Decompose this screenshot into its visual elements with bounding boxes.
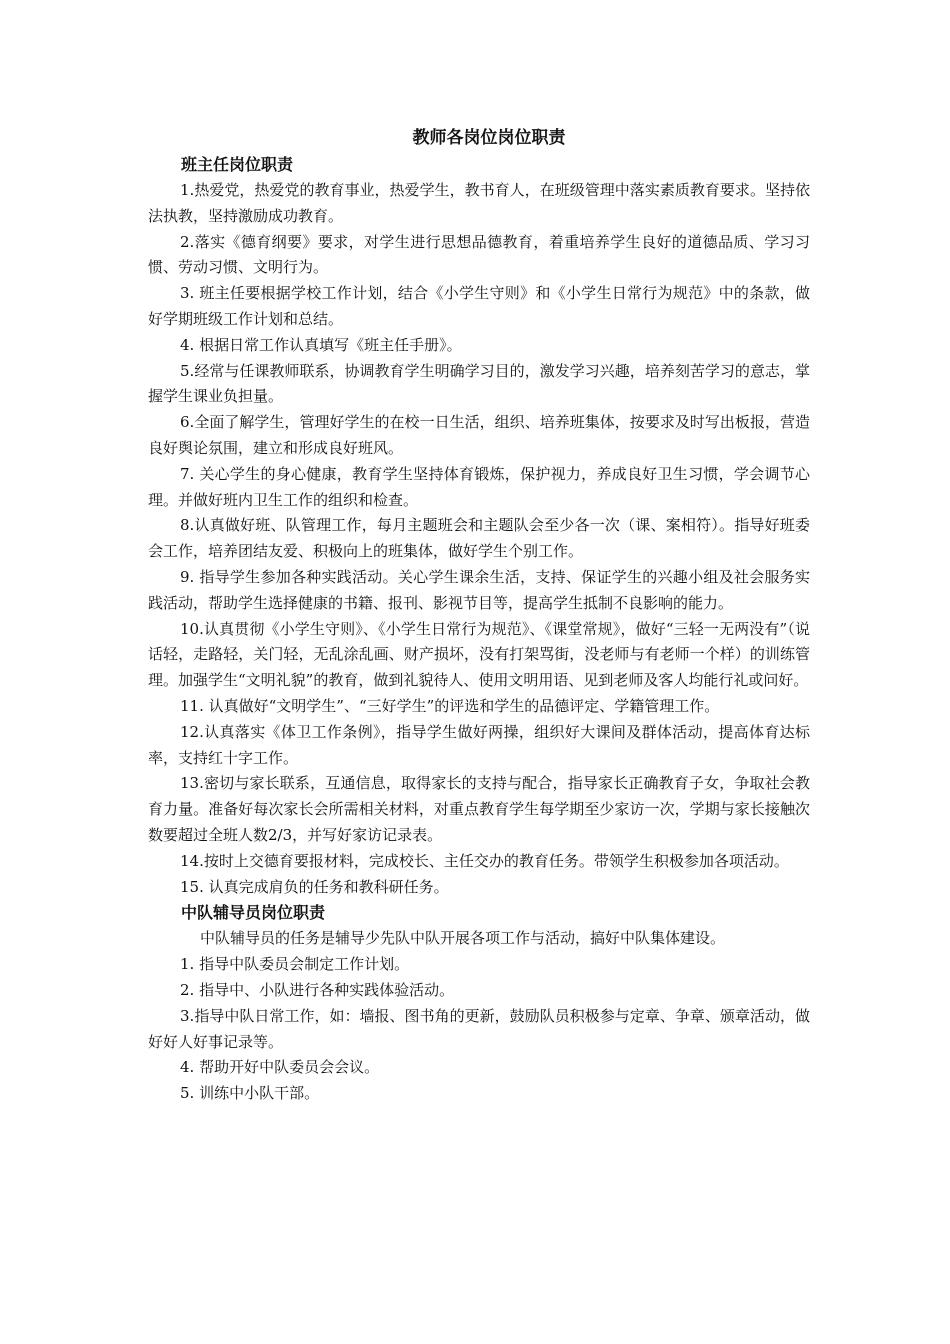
duty-item: 1.热爱党，热爱党的教育事业，热爱学生，教书育人，在班级管理中落实素质教育要求。坚持依法执教，坚持激励成功教育。 bbox=[148, 181, 810, 225]
duty-item: 2. 指导中、小队进行各种实践体验活动。 bbox=[180, 980, 455, 999]
duty-item: 4. 根据日常工作认真填写《班主任手册》。 bbox=[180, 335, 462, 354]
document-body bbox=[148, 124, 810, 1107]
section-intro: 中队辅导员的任务是辅导少先队中队开展各项工作与活动，搞好中队集体建设。 bbox=[200, 929, 726, 948]
duty-item: 13.密切与家长联系，互通信息，取得家长的支持与配合，指导家长正确教育子女，争取社会教育力量。准备好每次家长会所需相关材料，对重点教育学生每学期至少家访一次，学期与家长接触次数要超过全班人数2/3，并写好家访记录表。 bbox=[148, 774, 810, 844]
duty-item: 12.认真落实《体卫工作条例》，指导学生做好两操，组织好大课间及群体活动，提高体育达标率，支持红十字工作。 bbox=[148, 722, 810, 767]
duty-item: 14.按时上交德育要报材料，完成校长、主任交办的教育任务。带领学生积极参加各项活动。 bbox=[180, 851, 789, 870]
duty-item: 9. 指导学生参加各种实践活动。关心学生课余生活，支持、保证学生的兴趣小组及社会服务实践活动，帮助学生选择健康的书籍、报刊、影视节目等，提高学生抵制不良影响的能力。 bbox=[148, 567, 810, 612]
duty-item: 8.认真做好班、队管理工作，每月主题班会和主题队会至少各一次（课、案相符）。指导好班委会工作，培养团结友爱、积极向上的班集体，做好学生个别工作。 bbox=[148, 516, 810, 561]
duty-item: 11. 认真做好“文明学生”、“三好学生”的评选和学生的品德评定、学籍管理工作。 bbox=[180, 696, 720, 715]
duty-item: 5. 训练中小队干部。 bbox=[180, 1084, 320, 1103]
duty-item: 1. 指导中队委员会制定工作计划。 bbox=[180, 955, 410, 974]
duty-item: 15. 认真完成肩负的任务和教科研任务。 bbox=[180, 877, 449, 896]
duty-item: 7. 关心学生的身心健康，教育学生坚持体育锻炼，保护视力，养成良好卫生习惯，学会调节心理。并做好班内卫生工作的组织和检查。 bbox=[148, 464, 810, 509]
duty-item: 6.全面了解学生，管理好学生的在校一日生活，组织、培养班集体，按要求及时写出板报，营造良好舆论氛围，建立和形成良好班风。 bbox=[148, 413, 810, 457]
document-title: 教师各岗位岗位职责 bbox=[412, 128, 566, 148]
duty-item: 10.认真贯彻《小学生守则》、《小学生日常行为规范》、《课堂常规》，做好“三轻一无两没有”（说话轻，走路轻，关门轻，无乱涂乱画、财产损坏，没有打架骂街，没老师与有老师一个样）的训练管理。加强学生“文明礼貌”的教育，做到礼貌待人、使用文明用语、见到老师及客人均能行礼或问好。 bbox=[148, 619, 810, 690]
duty-item: 3.指导中队日常工作，如：墙报、图书角的更新，鼓励队员积极参与定章、争章、颁章活动，做好好人好事记录等。 bbox=[148, 1006, 810, 1051]
duty-item: 5.经常与任课教师联系，协调教育学生明确学习目的，激发学习兴趣，培养刻苦学习的意志，掌握学生课业负担量。 bbox=[148, 361, 810, 406]
section-heading-head-teacher: 班主任岗位职责 bbox=[181, 155, 294, 174]
section-heading-squadron-counselor: 中队辅导员岗位职责 bbox=[181, 903, 326, 923]
duty-item: 2.落实《德育纲要》要求，对学生进行思想品德教育，着重培养学生良好的道德品质、学习习惯、劳动习惯、文明行为。 bbox=[148, 232, 810, 277]
duty-item: 4. 帮助开好中队委员会会议。 bbox=[180, 1058, 380, 1077]
duty-item: 3. 班主任要根据学校工作计划，结合《小学生守则》和《小学生日常行为规范》中的条款，做好学期班级工作计划和总结。 bbox=[148, 284, 810, 328]
